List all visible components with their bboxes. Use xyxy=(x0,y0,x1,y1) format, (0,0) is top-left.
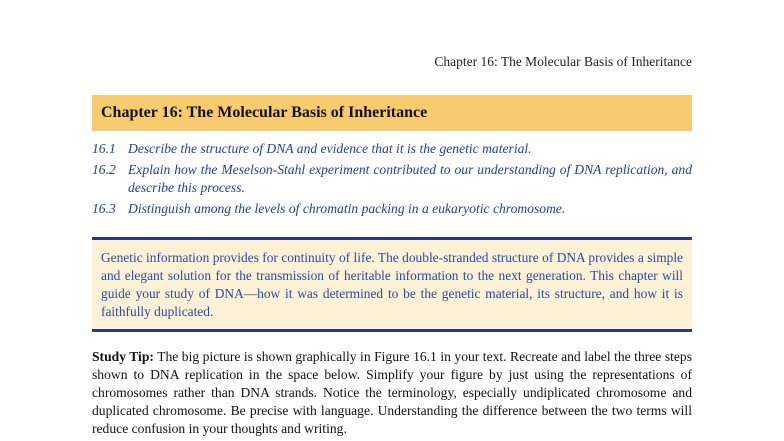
running-header: Chapter 16: The Molecular Basis of Inheritance xyxy=(434,54,692,69)
objective-number: 16.2 xyxy=(92,162,116,177)
study-tip-text: The big picture is shown graphically in Figure 16.1 in your text. Recreate and label the three steps shown to DNA replication in the space below. Simplify your figure by just using the representations of chromosomes rather than DNA strands. Notice the terminology, especially undiplicated chromosome and duplicated chromosome. Be precise with language. Understanding the difference between the two terms will reduce confusion in your thoughts and writing. xyxy=(92,349,693,436)
objective-item xyxy=(92,140,692,158)
objective-item xyxy=(92,161,692,197)
chapter-summary-box xyxy=(92,237,692,332)
chapter-title: Chapter 16: The Molecular Basis of Inheritance xyxy=(101,104,428,121)
objective-text: Describe the structure of DNA and evidence that it is the genetic material. xyxy=(128,141,532,156)
objective-item xyxy=(92,200,692,218)
summary-text: Genetic information provides for continuity of life. The double-stranded structure of DNA provides a simple and elegant solution for the transmission of heritable information to the next generation. This chapter will guide your study of DNA—how it was determined to be the genetic material, its structure, and how it is faithfully duplicated. xyxy=(101,250,683,319)
objective-number: 16.1 xyxy=(92,141,116,156)
objective-number: 16.3 xyxy=(92,201,116,216)
chapter-title-banner xyxy=(92,95,692,131)
study-tip-label: Study Tip: xyxy=(92,349,154,364)
objective-text: Explain how the Meselson-Stahl experiment contributed to our understanding of DNA replication, and describe this process. xyxy=(128,162,692,195)
objective-text: Distinguish among the levels of chromatin packing in a eukaryotic chromosome. xyxy=(128,201,566,216)
learning-objectives xyxy=(92,140,692,221)
study-tip xyxy=(92,348,692,438)
